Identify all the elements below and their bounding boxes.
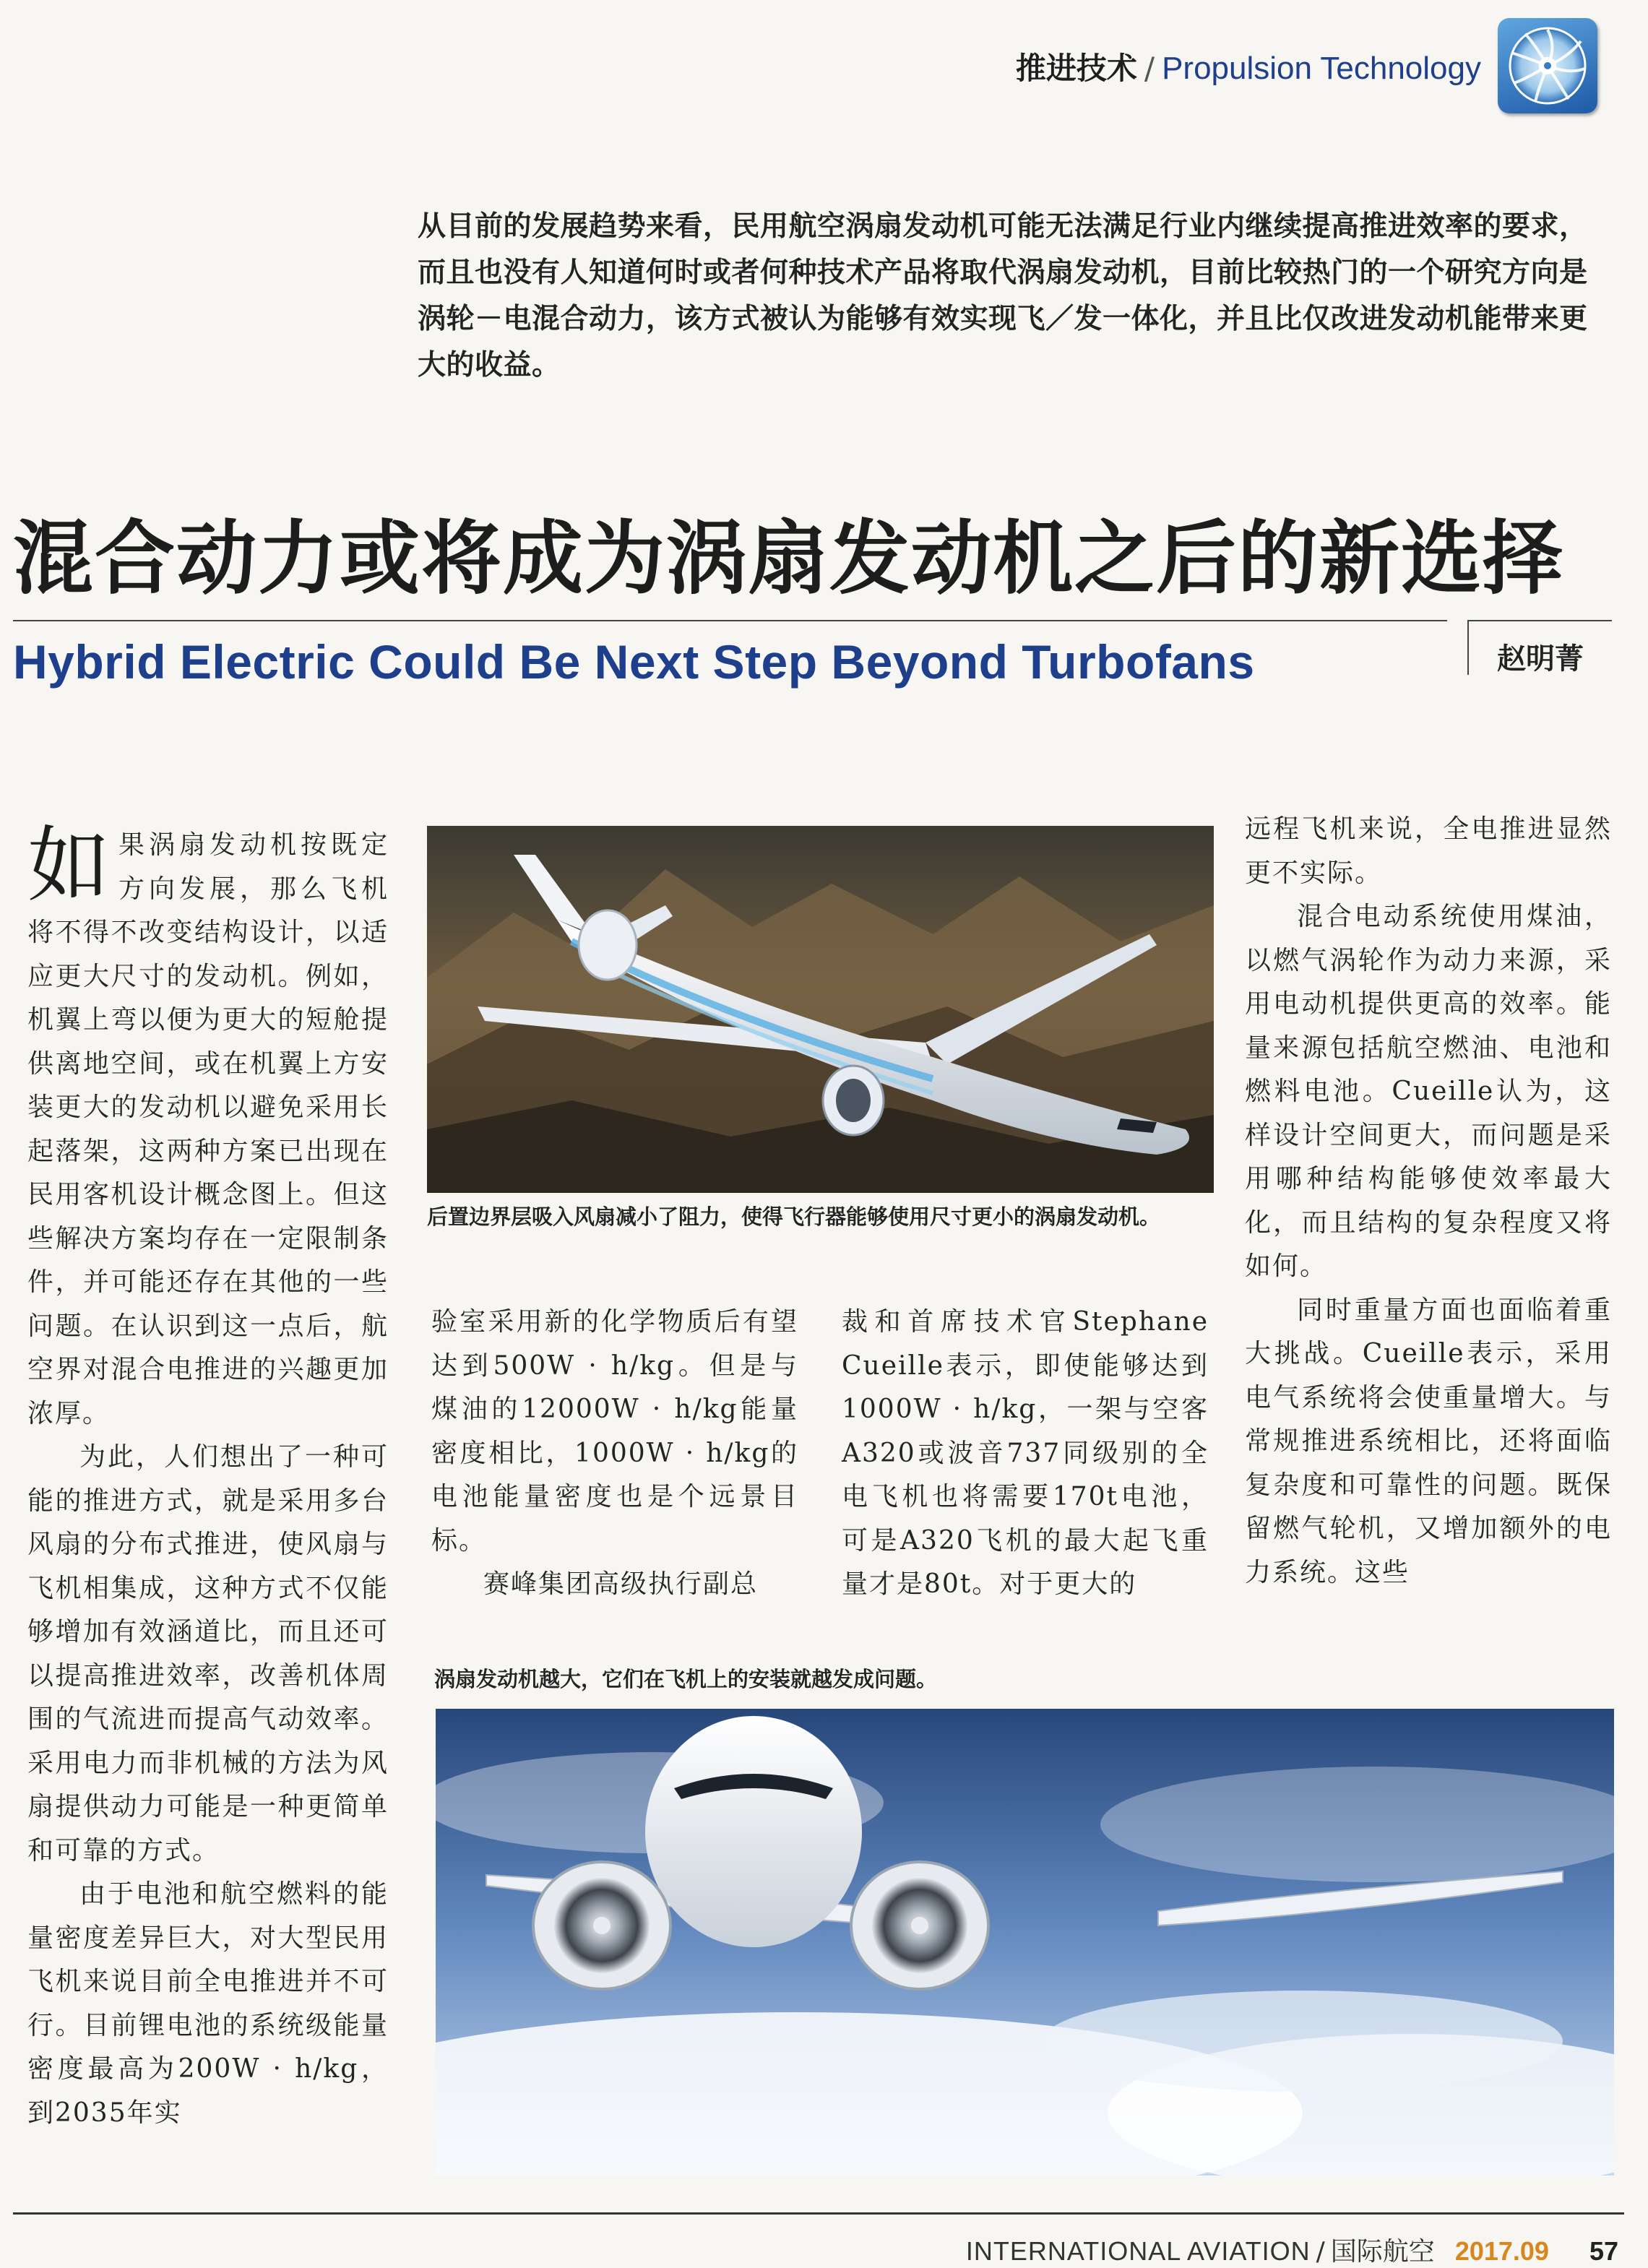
- footer-rule: [13, 2212, 1624, 2215]
- body-column-2: [431, 1301, 798, 1607]
- body-column-3: [842, 1301, 1209, 1607]
- body-column-1: [27, 817, 389, 2135]
- lead-paragraph: 从目前的发展趋势来看，民用航空涡扇发动机可能无法满足行业内继续提高推进效率的要求，而且也没有人知道何时或者何种技术产品将取代涡扇发动机，目前比较热门的一个研究方向是涡轮－电混合动力，该方式被认为能够有效实现飞／发一体化，并且比仅改进发动机能带来更大的收益。: [418, 210, 1588, 381]
- drop-cap: 如: [27, 817, 112, 913]
- paragraph: [27, 817, 389, 1436]
- publication-name-en: INTERNATIONAL AVIATION: [965, 2236, 1311, 2266]
- section-header: [932, 45, 1481, 95]
- section-label-zh: 推进技术: [1015, 51, 1137, 86]
- figure-1-caption: 后置边界层吸入风扇减小了阻力，使得飞行器能够使用尺寸更小的涡扇发动机。: [427, 1204, 1161, 1229]
- paragraph: 验室采用新的化学物质后有望达到500W · h/kg。但是与煤油的12000W · h/kg能量密度相比，1000W · h/kg的电池能量密度也是个远景目标。: [431, 1307, 798, 1556]
- section-separator: /: [1144, 51, 1155, 86]
- figure-aircraft-rear-fan: [427, 826, 1214, 1193]
- paragraph: 同时重量方面也面临着重大挑战。Cueille表示，采用电气系统将会使重量增大。与常规推进系统相比，还将面临复杂度和可靠性的问题。既保留燃气轮机，又增加额外的电力系统。这些: [1245, 1295, 1612, 1587]
- paragraph: 为此，人们想出了一种可能的推进方式，就是采用多台风扇的分布式推进，使风扇与飞机相集成，这种方式不仅能够增加有效涵道比，而且还可以提高推进效率，改善机体周围的气流进而提高气动效率。采用电力而非机械的方法为风扇提供动力可能是一种更简单和可靠的方式。: [27, 1442, 389, 1866]
- paragraph: 由于电池和航空燃料的能量密度差异巨大，对大型民用飞机来说目前全电推进并不可行。目前锂电池的系统级能量密度最高为200W · h/kg，到2035年实: [27, 1879, 389, 2128]
- figure-2-caption: 涡扇发动机越大，它们在飞机上的安装就越发成问题。: [434, 1667, 938, 1691]
- paragraph-text: 果涡扇发动机按既定方向发展，那么飞机将不得不改变结构设计，以适应更大尺寸的发动机。例如，机翼上弯以便为更大的短舱提供离地空间，或在机翼上方安装更大的发动机以避免采用长起落架，这两种方案已出现在民用客机设计概念图上。但这些解决方案均存在一定限制条件，并可能还存在其他的一些问题。在认识到这一点后，航空界对混合电推进的兴趣更加浓厚。: [27, 830, 389, 1428]
- article-title-en: Hybrid Electric Could Be Next Step Beyond Turbofans: [13, 635, 1255, 689]
- publication-name-zh: 国际航空: [1330, 2237, 1435, 2267]
- paragraph: 远程飞机来说，全电推进显然更不实际。: [1245, 814, 1612, 888]
- figure-aircraft-front-view: [436, 1709, 1614, 2176]
- title-rule: [13, 620, 1447, 621]
- author-name: 赵明菁: [1497, 642, 1584, 676]
- turbofan-icon: [1498, 18, 1597, 113]
- issue-number: 2017.09: [1454, 2236, 1549, 2266]
- body-column-4: [1245, 808, 1612, 1595]
- article-title-zh: 混合动力或将成为涡扇发动机之后的新选择: [13, 512, 1565, 605]
- title-rule-right: [1467, 620, 1612, 621]
- footer-separator: /: [1316, 2237, 1325, 2267]
- paragraph: 混合电动系统使用煤油，以燃气涡轮作为动力来源，采用电动机提供更高的效率。能量来源包括航空燃油、电池和燃料电池。Cueille认为，这样设计空间更大，而问题是采用哪种结构能够使效率最大化，而且结构的复杂程度又将如何。: [1245, 902, 1612, 1281]
- section-label-en: Propulsion Technology: [1162, 51, 1481, 86]
- author-divider: [1467, 620, 1469, 675]
- page-number: 57: [1589, 2236, 1618, 2266]
- paragraph: 裁和首席技术官Stephane Cueille表示，即使能够达到1000W · h/kg，一架与空客A320或波音737同级别的全电飞机也将需要170t电池，可是A320飞机的最大起飞重量才是80t。对于更大的: [842, 1307, 1209, 1599]
- paragraph: 赛峰集团高级执行副总: [483, 1569, 759, 1599]
- page-footer: [932, 2231, 1618, 2268]
